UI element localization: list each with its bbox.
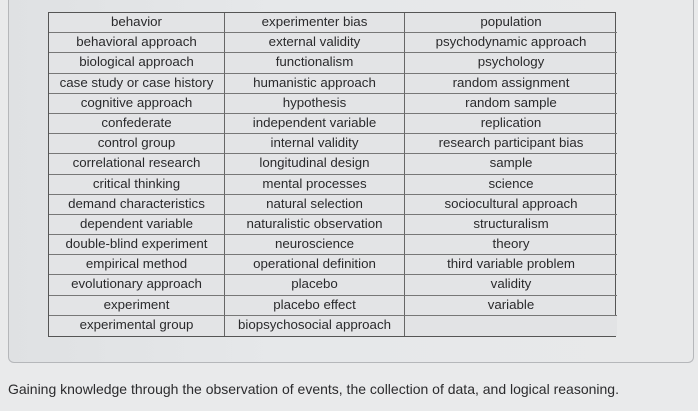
term-cell[interactable]: neuroscience: [225, 235, 405, 255]
term-cell[interactable]: biopsychosocial approach: [225, 316, 405, 336]
term-cell[interactable]: confederate: [49, 114, 225, 134]
term-grid: [48, 12, 616, 337]
term-cell[interactable]: critical thinking: [49, 175, 225, 195]
term-cell[interactable]: population: [405, 13, 617, 33]
term-cell[interactable]: placebo: [225, 275, 405, 295]
term-cell[interactable]: operational definition: [225, 255, 405, 275]
term-cell[interactable]: evolutionary approach: [49, 275, 225, 295]
term-cell[interactable]: variable: [405, 296, 617, 316]
term-cell[interactable]: psychology: [405, 53, 617, 73]
term-cell[interactable]: humanistic approach: [225, 74, 405, 94]
term-cell[interactable]: case study or case history: [49, 74, 225, 94]
term-cell[interactable]: random sample: [405, 94, 617, 114]
term-cell[interactable]: double-blind experiment: [49, 235, 225, 255]
definition-prompt: Gaining knowledge through the observation of events, the collection of data, and logical reasoning.: [8, 381, 619, 397]
term-cell[interactable]: experimental group: [49, 316, 225, 336]
term-cell[interactable]: science: [405, 175, 617, 195]
term-cell[interactable]: empirical method: [49, 255, 225, 275]
term-cell[interactable]: sample: [405, 154, 617, 174]
term-cell[interactable]: cognitive approach: [49, 94, 225, 114]
term-cell[interactable]: independent variable: [225, 114, 405, 134]
term-cell[interactable]: demand characteristics: [49, 195, 225, 215]
term-cell[interactable]: placebo effect: [225, 296, 405, 316]
term-cell[interactable]: longitudinal design: [225, 154, 405, 174]
term-cell[interactable]: structuralism: [405, 215, 617, 235]
term-cell[interactable]: psychodynamic approach: [405, 33, 617, 53]
term-cell[interactable]: external validity: [225, 33, 405, 53]
term-cell[interactable]: research participant bias: [405, 134, 617, 154]
term-cell[interactable]: theory: [405, 235, 617, 255]
term-cell[interactable]: behavior: [49, 13, 225, 33]
term-cell[interactable]: naturalistic observation: [225, 215, 405, 235]
term-cell[interactable]: biological approach: [49, 53, 225, 73]
term-cell[interactable]: functionalism: [225, 53, 405, 73]
term-cell[interactable]: mental processes: [225, 175, 405, 195]
term-cell[interactable]: third variable problem: [405, 255, 617, 275]
term-cell[interactable]: validity: [405, 275, 617, 295]
term-cell[interactable]: hypothesis: [225, 94, 405, 114]
term-cell[interactable]: dependent variable: [49, 215, 225, 235]
term-cell[interactable]: replication: [405, 114, 617, 134]
term-cell[interactable]: experimenter bias: [225, 13, 405, 33]
term-cell[interactable]: correlational research: [49, 154, 225, 174]
term-cell[interactable]: natural selection: [225, 195, 405, 215]
term-cell[interactable]: sociocultural approach: [405, 195, 617, 215]
term-cell[interactable]: experiment: [49, 296, 225, 316]
empty-term-cell: [405, 316, 617, 336]
term-cell[interactable]: random assignment: [405, 74, 617, 94]
term-cell[interactable]: behavioral approach: [49, 33, 225, 53]
term-cell[interactable]: control group: [49, 134, 225, 154]
term-cell[interactable]: internal validity: [225, 134, 405, 154]
